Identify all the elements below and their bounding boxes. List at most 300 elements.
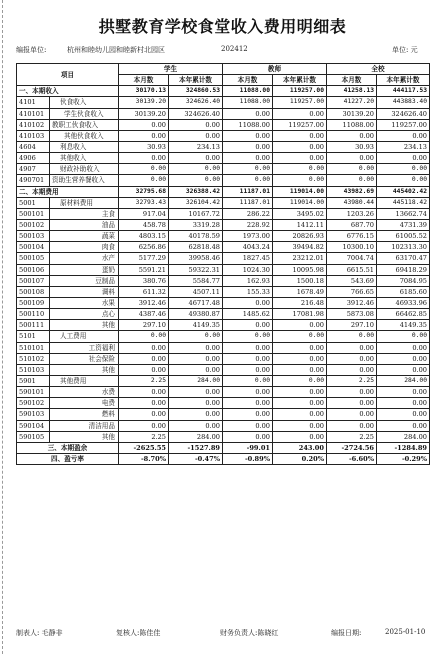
row-account-code: 500106 [17,264,50,275]
table-row [17,153,430,164]
row-value-cell: 0.00 [223,353,273,364]
unit-label: 编报单位: [16,46,47,54]
table-row [17,309,430,320]
row-value-cell: 0.00 [327,364,377,375]
row-value-cell: 324860.53 [169,86,223,97]
row-account-code: 4604 [17,141,50,152]
row-value-cell: 284.00 [377,431,430,442]
row-value-cell: 43982.69 [327,186,377,197]
row-item-name: 其他 [50,431,119,442]
row-value-cell: 234.13 [377,141,430,152]
row-item-name: 工资福利 [50,342,119,353]
row-value-cell: 2.25 [119,375,169,386]
row-value-cell: 0.00 [377,130,430,141]
table-row [17,97,430,108]
table-row [17,297,430,308]
row-value-cell: 6185.60 [377,286,430,297]
row-value-cell: 119014.00 [273,186,327,197]
row-item-name: 点心 [50,309,119,320]
table-row [17,342,430,353]
header-group-teachers: 教师 [223,64,327,75]
header-row-groups [17,64,430,75]
row-value-cell: 0.00 [223,297,273,308]
row-value-cell: 0.00 [169,130,223,141]
row-item-name: 水产 [50,253,119,264]
row-value-cell: 0.00 [119,153,169,164]
table-body [17,86,430,465]
table-row [17,108,430,119]
row-value-cell: 297.10 [119,320,169,331]
footer-finance-head: 财务负责人:陈晓红 [220,629,279,637]
row-value-cell: 7084.95 [377,275,430,286]
row-value-cell: 286.22 [223,208,273,219]
row-value-cell: 0.00 [377,353,430,364]
row-value-cell: 0.00 [273,164,327,175]
row-account-code: 500107 [17,275,50,286]
row-value-cell: 0.00 [169,331,223,342]
row-value-cell: 0.00 [223,431,273,442]
table-row [17,219,430,230]
row-value-cell: 0.00 [273,175,327,186]
table-row [17,453,430,464]
row-account-code: 500111 [17,320,50,331]
row-value-cell: 41258.13 [327,86,377,97]
row-value-cell: 30.93 [327,141,377,152]
row-value-cell: 0.00 [169,175,223,186]
table-row [17,264,430,275]
row-value-cell: 49380.87 [169,309,223,320]
report-period: 202412 [221,45,248,53]
row-account-code: 500102 [17,219,50,230]
row-account-code: 590102 [17,398,50,409]
row-value-cell: 20826.93 [273,231,327,242]
row-item-name: 清洁用品 [50,420,119,431]
row-value-cell: 0.00 [223,108,273,119]
header-ytd: 本年累计数 [169,75,223,86]
row-value-cell: 4149.35 [377,320,430,331]
row-value-cell: 1485.62 [223,309,273,320]
row-account-code: 5001 [17,197,50,208]
row-value-cell: 0.00 [377,153,430,164]
row-value-cell: 0.00 [119,409,169,420]
row-value-cell: 0.00 [169,164,223,175]
row-value-cell: 4387.46 [119,309,169,320]
row-value-cell: 543.69 [327,275,377,286]
row-value-cell: 30139.20 [327,108,377,119]
row-value-cell: 0.00 [273,108,327,119]
row-value-cell: 43980.44 [327,197,377,208]
row-value-cell: 284.00 [377,375,430,386]
row-value-cell: 0.00 [327,398,377,409]
row-value-cell: 1827.45 [223,253,273,264]
row-value-cell: 766.65 [327,286,377,297]
row-account-code: 5901 [17,375,50,386]
row-account-code: 490701 [17,175,50,186]
row-value-cell: 0.00 [273,130,327,141]
row-account-code: 500110 [17,309,50,320]
row-value-cell: 2.25 [327,431,377,442]
row-value-cell: 687.70 [327,219,377,230]
row-value-cell: 324626.40 [169,108,223,119]
header-month: 本月数 [223,75,273,86]
row-value-cell: 10167.72 [169,208,223,219]
row-value-cell: 0.00 [223,387,273,398]
row-value-cell: 0.00 [327,353,377,364]
row-value-cell: 119014.00 [273,197,327,208]
row-value-cell: 0.00 [223,175,273,186]
row-value-cell: 66462.85 [377,309,430,320]
table-row [17,242,430,253]
row-value-cell: 0.20% [273,453,327,464]
row-value-cell: -0.47% [169,453,223,464]
row-value-cell: 0.00 [119,353,169,364]
row-value-cell: 155.33 [223,286,273,297]
row-value-cell: 11088.00 [223,97,273,108]
row-value-cell: 0.00 [119,175,169,186]
row-value-cell: 0.00 [169,387,223,398]
row-account-code: 410103 [17,130,50,141]
row-account-code: 590101 [17,387,50,398]
row-value-cell: 234.13 [169,141,223,152]
row-value-cell: 30139.20 [119,108,169,119]
table-row [17,331,430,342]
table-row [17,164,430,175]
row-account-code: 500103 [17,231,50,242]
footer-preparer: 制表人: 毛静非 [16,629,63,637]
row-value-cell: 1500.18 [273,275,327,286]
row-value-cell: 32795.68 [119,186,169,197]
row-account-code: 4907 [17,164,50,175]
row-value-cell: 611.32 [119,286,169,297]
row-value-cell: 0.00 [119,387,169,398]
row-item-name: 伙食收入 [50,97,119,108]
row-value-cell: 0.00 [327,331,377,342]
row-value-cell: -8.70% [119,453,169,464]
row-account-code: 410102 [17,119,50,130]
row-value-cell: 445402.42 [377,186,430,197]
row-value-cell: 0.00 [327,387,377,398]
table-row [17,442,430,453]
row-value-cell: 102313.30 [377,242,430,253]
table-row [17,175,430,186]
header-group-students: 学生 [119,64,223,75]
row-value-cell: 0.00 [223,409,273,420]
row-item-name: 其他费用 [50,375,119,386]
row-value-cell: 243.00 [273,442,327,453]
row-item-name: 其他伙食收入 [50,130,119,141]
row-value-cell: 30.93 [119,141,169,152]
row-value-cell: 0.00 [119,130,169,141]
row-value-cell: 0.00 [169,342,223,353]
row-value-cell: 0.00 [273,420,327,431]
row-value-cell: 0.00 [273,375,327,386]
row-item-name: 水费 [50,387,119,398]
row-value-cell: 5591.21 [119,264,169,275]
row-value-cell: 63170.47 [377,253,430,264]
row-value-cell: 0.00 [377,331,430,342]
header-month: 本月数 [119,75,169,86]
row-value-cell: 41227.20 [327,97,377,108]
row-item-name: 四、盈亏率 [17,453,119,464]
row-value-cell: 23212.01 [273,253,327,264]
row-value-cell: 380.76 [119,275,169,286]
row-value-cell: 0.00 [223,153,273,164]
row-value-cell: 0.00 [377,398,430,409]
row-value-cell: 2.25 [327,375,377,386]
row-account-code: 500108 [17,286,50,297]
table-row [17,253,430,264]
row-account-code: 500109 [17,297,50,308]
row-value-cell: 5873.08 [327,309,377,320]
row-value-cell: 10300.10 [327,242,377,253]
row-value-cell: 0.00 [273,398,327,409]
row-value-cell: 324626.40 [169,97,223,108]
row-item-name: 三、本期盈余 [17,442,119,453]
row-value-cell: 0.00 [327,342,377,353]
row-value-cell: 0.00 [119,164,169,175]
row-value-cell: 0.00 [377,364,430,375]
row-value-cell: 0.00 [223,141,273,152]
row-account-code: 510101 [17,342,50,353]
currency-unit: 单位: 元 [392,46,418,54]
row-value-cell: 0.00 [377,175,430,186]
footer-date: 2025-01-10 [385,628,426,636]
row-account-code: 4906 [17,153,50,164]
row-value-cell: 5584.77 [169,275,223,286]
row-value-cell: 326104.42 [169,197,223,208]
row-item-name: 学生伙食收入 [50,108,119,119]
row-account-code: 590104 [17,420,50,431]
row-value-cell: 11088.00 [327,119,377,130]
row-value-cell: 0.00 [169,409,223,420]
row-value-cell: 30139.20 [119,97,169,108]
table-row [17,420,430,431]
row-value-cell: -2724.56 [327,442,377,453]
row-value-cell: 46933.96 [377,297,430,308]
row-value-cell: 0.00 [327,153,377,164]
table-row [17,130,430,141]
row-account-code: 500105 [17,253,50,264]
row-value-cell: 284.00 [169,431,223,442]
row-value-cell: 11088.00 [223,119,273,130]
row-value-cell: 0.00 [327,164,377,175]
header-item: 项目 [17,64,119,86]
row-value-cell: 297.10 [327,320,377,331]
row-value-cell: 0.00 [119,398,169,409]
row-value-cell: 0.00 [377,420,430,431]
table-row [17,86,430,97]
header-ytd: 本年累计数 [273,75,327,86]
row-value-cell: 39494.82 [273,242,327,253]
row-value-cell: 6615.51 [327,264,377,275]
row-value-cell: 119257.00 [273,119,327,130]
header-ytd: 本年累计数 [377,75,430,86]
row-item-name: 人工费用 [50,331,119,342]
row-item-name: 调料 [50,286,119,297]
row-value-cell: 11088.00 [223,86,273,97]
row-value-cell: 216.48 [273,297,327,308]
row-item-name: 二、本期费用 [17,186,119,197]
row-item-name: 原材料费用 [50,197,119,208]
row-account-code: 410101 [17,108,50,119]
row-value-cell: 7004.74 [327,253,377,264]
row-item-name: 肉食 [50,242,119,253]
row-value-cell: 0.00 [273,409,327,420]
unit-name: 杭州和睦幼儿园和睦新村北园区 [67,46,165,54]
footer-reviewer: 复核人:陈佳佳 [116,629,161,637]
row-value-cell: 4731.39 [377,219,430,230]
row-account-code: 590103 [17,409,50,420]
row-value-cell: 162.93 [223,275,273,286]
row-item-name: 其他 [50,364,119,375]
row-item-name: 油品 [50,219,119,230]
table-row [17,141,430,152]
row-value-cell: 6776.15 [327,231,377,242]
row-value-cell: 0.00 [223,342,273,353]
row-value-cell: 0.00 [119,364,169,375]
detail-table [16,63,430,465]
row-value-cell: 0.00 [223,420,273,431]
row-item-name: 水果 [50,297,119,308]
row-value-cell: 0.00 [223,130,273,141]
row-value-cell: 0.00 [327,175,377,186]
row-value-cell: 6256.86 [119,242,169,253]
row-item-name: 其他收入 [50,153,119,164]
row-value-cell: 0.00 [273,431,327,442]
row-account-code: 4101 [17,97,50,108]
row-value-cell: 3495.02 [273,208,327,219]
row-value-cell: 3912.46 [327,297,377,308]
row-value-cell: 0.00 [273,320,327,331]
header-group-school: 全校 [327,64,430,75]
row-value-cell: 2.25 [119,431,169,442]
table-row [17,353,430,364]
row-value-cell: 458.78 [119,219,169,230]
row-value-cell: 228.92 [223,219,273,230]
row-value-cell: 4043.24 [223,242,273,253]
row-value-cell: 11187.01 [223,197,273,208]
row-value-cell: 3319.28 [169,219,223,230]
row-value-cell: 61005.52 [377,231,430,242]
row-item-name: 电费 [50,398,119,409]
row-value-cell: 0.00 [327,420,377,431]
row-value-cell: 69418.29 [377,264,430,275]
row-value-cell: -0.29% [377,453,430,464]
margin-dashed-line [2,0,3,654]
row-value-cell: 46717.48 [169,297,223,308]
row-value-cell: 0.00 [223,375,273,386]
row-value-cell: 1973.00 [223,231,273,242]
row-value-cell: -2625.55 [119,442,169,453]
row-value-cell: 3912.46 [119,297,169,308]
table-row [17,119,430,130]
table-row [17,364,430,375]
row-value-cell: 0.00 [273,153,327,164]
row-value-cell: -6.60% [327,453,377,464]
row-value-cell: 0.00 [223,398,273,409]
row-value-cell: 0.00 [377,387,430,398]
row-account-code: 590105 [17,431,50,442]
row-value-cell: 0.00 [223,364,273,375]
row-item-name: 豆制品 [50,275,119,286]
row-item-name: 一、本期收入 [17,86,119,97]
row-account-code: 510103 [17,364,50,375]
row-value-cell: -99.01 [223,442,273,453]
row-value-cell: 11187.01 [223,186,273,197]
row-value-cell: 445118.42 [377,197,430,208]
row-value-cell: 0.00 [169,420,223,431]
row-value-cell: 0.00 [169,364,223,375]
row-item-name: 社会保险 [50,353,119,364]
table-row [17,320,430,331]
row-value-cell: 0.00 [169,353,223,364]
row-value-cell: 4149.35 [169,320,223,331]
table-row [17,208,430,219]
table-row [17,186,430,197]
row-value-cell: 39958.46 [169,253,223,264]
row-item-name: 蛋奶 [50,264,119,275]
row-value-cell: 0.00 [223,164,273,175]
row-value-cell: -0.89% [223,453,273,464]
row-value-cell: 10095.98 [273,264,327,275]
row-value-cell: 326388.42 [169,186,223,197]
report-title: 拱墅教育学校食堂收入费用明细表 [98,17,347,36]
row-value-cell: 40178.59 [169,231,223,242]
row-account-code: 510102 [17,353,50,364]
row-value-cell: -1527.89 [169,442,223,453]
row-value-cell: 0.00 [119,119,169,130]
row-item-name: 主食 [50,208,119,219]
footer-date-label: 编报日期: [331,629,362,637]
row-value-cell: 5177.29 [119,253,169,264]
table-row [17,375,430,386]
table-row [17,431,430,442]
row-item-name: 财政补助收入 [50,164,119,175]
row-value-cell: 59322.31 [169,264,223,275]
row-account-code: 500101 [17,208,50,219]
row-value-cell: 284.00 [169,375,223,386]
row-value-cell: 1412.11 [273,219,327,230]
row-item-name: 燃料 [50,409,119,420]
row-value-cell: 13662.74 [377,208,430,219]
table-row [17,231,430,242]
table-row [17,197,430,208]
row-value-cell: 0.00 [223,331,273,342]
row-value-cell: 917.04 [119,208,169,219]
row-value-cell: 0.00 [223,320,273,331]
row-value-cell: 0.00 [273,387,327,398]
row-item-name: 其他 [50,320,119,331]
row-value-cell: 1678.49 [273,286,327,297]
table-row [17,387,430,398]
row-value-cell: 0.00 [169,153,223,164]
row-value-cell: 0.00 [273,364,327,375]
row-value-cell: 1203.26 [327,208,377,219]
table-row [17,286,430,297]
row-value-cell: 4803.15 [119,231,169,242]
header-month: 本月数 [327,75,377,86]
row-value-cell: 1024.30 [223,264,273,275]
row-value-cell: 0.00 [169,119,223,130]
table-row [17,409,430,420]
row-value-cell: 0.00 [119,420,169,431]
row-value-cell: -1284.89 [377,442,430,453]
table-row [17,275,430,286]
row-value-cell: 32793.43 [119,197,169,208]
row-value-cell: 0.00 [377,164,430,175]
row-value-cell: 0.00 [273,342,327,353]
row-account-code: 5101 [17,331,50,342]
